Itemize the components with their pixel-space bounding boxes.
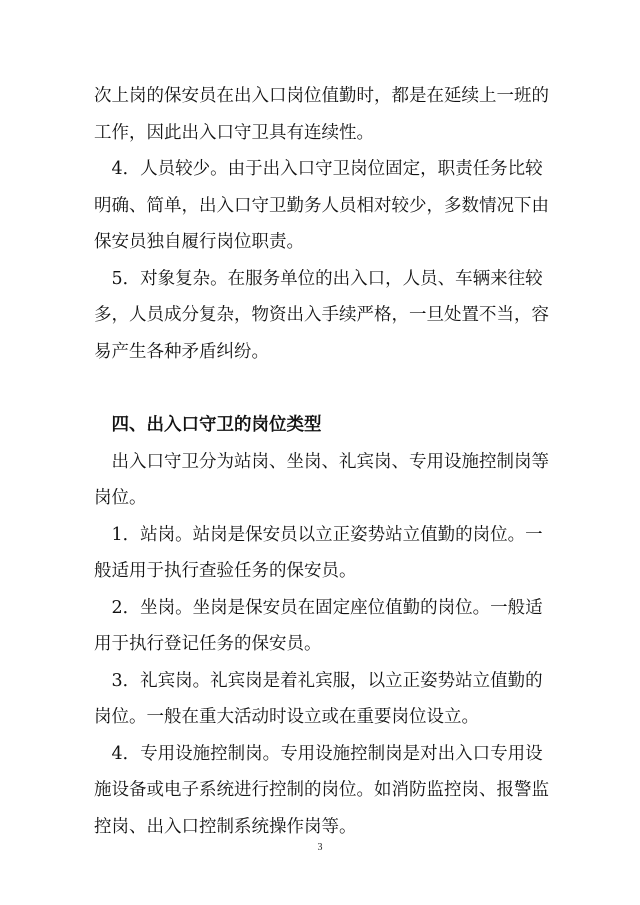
paragraph-standing-post: 1．站岗。站岗是保安员以立正姿势站立值勤的岗位。一 般适用于执行查验任务的保安员。 [94,524,543,581]
section-spacer [94,370,554,407]
page-content [94,78,554,845]
paragraph-facility-control-post: 4．专用设施控制岗。专用设施控制岗是对出入口专用设 施设备或电子系统进行控制的岗位。如消防监控岗、报警监 控岗、出入口控制系统操作岗等。 [94,743,549,837]
paragraph-sitting-post: 2．坐岗。坐岗是保安员在固定座位值勤的岗位。一般适 用于执行登记任务的保安员。 [94,597,543,654]
paragraph-ceremonial-post: 3．礼宾岗。礼宾岗是着礼宾服，以立正姿势站立值勤的 岗位。一般在重大活动时设立或在重要岗位设立。 [94,670,543,727]
paragraph-post-types-intro: 出入口守卫分为站岗、坐岗、礼宾岗、专用设施控制岗等 岗位。 [94,451,549,508]
paragraph-complex-objects: 5．对象复杂。在服务单位的出入口，人员、车辆来往较 多，人员成分复杂，物资出入手续严格，一旦处置不当，容 易产生各种矛盾纠纷。 [94,268,549,362]
paragraph-fewer-staff: 4．人员较少。由于出入口守卫岗位固定，职责任务比较 明确、简单，出入口守卫勤务人员相对较少，多数情况下由 保安员独自履行岗位职责。 [94,159,549,252]
section-heading: 四、出入口守卫的岗位类型 [94,415,322,435]
page-number: 3 [317,842,323,853]
paragraph-continuity: 次上岗的保安员在出入口岗位值勤时，都是在延续上一班的 工作，因此出入口守卫具有连续性。 [94,86,549,143]
